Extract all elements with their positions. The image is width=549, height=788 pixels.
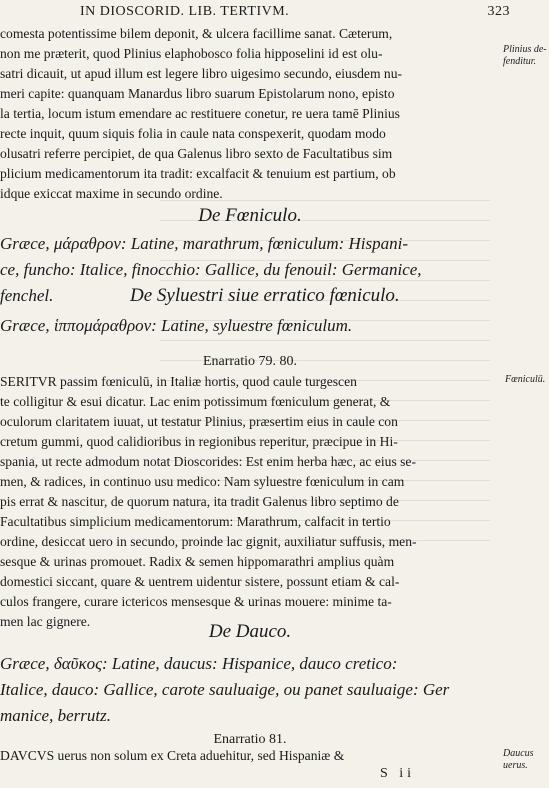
paragraph-line: ordine, desiccat uero in secundo, proinde lac gignit, auxiliatur suffusis, men- — [0, 534, 417, 549]
section-heading-foeniculum: De Fœniculo. — [198, 205, 302, 226]
names-line: manice, berrutz. — [0, 706, 111, 725]
names-line: Græce, μάραθρον: Latine, marathrum, fœniculum: Hispani- — [0, 234, 409, 253]
paragraph-line: olusatri referre percipiet, de qua Galenus libro sexto de Facultatibus sim — [0, 146, 393, 161]
paragraph-line: la tertia, locum istum emendare ac restituere conetur, re uera tamē Plinius — [0, 106, 400, 121]
paragraph-line: men, & radices, in continuo usu medico: Nam syluestre fœniculum in cam — [0, 474, 405, 489]
paragraph-line: recte inquit, quum siquis folia in caule nata conspexerit, quodam modo — [0, 126, 386, 141]
paragraph-line: sesque & urinas promouet. Radix & semen hippomarathri amplius quàm — [0, 554, 395, 569]
paragraph-line: men lac gignere. — [0, 614, 91, 629]
names-line: ce, funcho: Italice, finocchio: Gallice, du fenouil: Germanice, — [0, 260, 422, 279]
paragraph-line: comesta potentissime bilem deponit, & ulcera facillime sanat. Cæterum, — [0, 26, 393, 41]
paragraph-line: te colligitur & esui dicatur. Lac enim potissimum fœniculum generat, & — [0, 394, 391, 409]
paragraph-line: SERITVR passim fœniculū, in Italiæ hortis, quod caule turgescen — [0, 374, 357, 389]
paragraph-line: spania, ut recte admodum notat Dioscorides: Est enim herba hæc, ac eius se- — [0, 454, 416, 469]
paragraph-line: Facultatibus simplicium medicamentorum: Marathrum, calfacit in tertio — [0, 514, 391, 529]
paragraph-line: culos frangere, curare ictericos mensesque & urinas mouere: minime ta- — [0, 594, 392, 609]
paragraph-line: plicium medicamentorum ita tradit: excalfacit & tenuium est partium, ob — [0, 166, 396, 181]
paragraph-line: non me præterit, quod Plinius elaphobosco folia hipposelini id est olu- — [0, 46, 383, 61]
section-heading-dauco: De Dauco. — [208, 621, 292, 642]
paragraph-line: meri capite: quanquam Manardus libro suarum Epistolarum nono, episto — [0, 86, 395, 101]
margin-note-daucus: Daucus uerus. — [503, 748, 534, 771]
paragraph-line: DAVCVS uerus non solum ex Creta aduehitur, sed Hispaniæ & — [0, 748, 345, 763]
enarratio-heading: Enarratio 81. — [213, 732, 287, 747]
page-number: 323 — [487, 4, 510, 19]
enarratio-heading: Enarratio 79. 80. — [202, 354, 298, 369]
paragraph-line: idque exiccat maxime in secundo ordine. — [0, 186, 223, 201]
names-line: Græce, δαῦκος: Latine, daucus: Hispanice, dauco cretico: — [0, 654, 398, 673]
names-line: Italice, dauco: Gallice, carote sauluaige, ou panet sauluaige: Ger — [0, 680, 450, 699]
margin-note-plinius: Plinius de- fenditur. — [503, 44, 547, 67]
paragraph-line: oculorum claritatem iuuat, ut testatur Plinius, præsertim eius in caule con — [0, 414, 398, 429]
paragraph-line: domestici siccant, quare & uentrem uidentur sistere, possunt etiam & cal- — [0, 574, 400, 589]
margin-note-foeniculum: Fœniculū. — [505, 374, 546, 385]
names-line: fenchel. — [0, 286, 54, 305]
running-header — [40, 4, 510, 22]
subheading-syluestre: De Syluestri siue erratico fœniculo. — [130, 285, 400, 306]
signature-mark: S ii — [380, 766, 416, 781]
names-line: Græce, ἱππομάραθρον: Latine, syluestre fœniculum. — [0, 316, 353, 335]
paragraph-line: satri dicauit, ut apud illum est legere libro uigesimo secundo, eiusdem nu- — [0, 66, 403, 81]
running-title: IN DIOSCORID. LIB. TERTIVM. — [80, 4, 290, 19]
paragraph-line: pis errat & nascitur, de quorum natura, ita tradit Galenus libro septimo de — [0, 494, 399, 509]
paragraph-line: cretum gummi, quod calidioribus in regionibus reperitur, præcipue in Hi- — [0, 434, 398, 449]
